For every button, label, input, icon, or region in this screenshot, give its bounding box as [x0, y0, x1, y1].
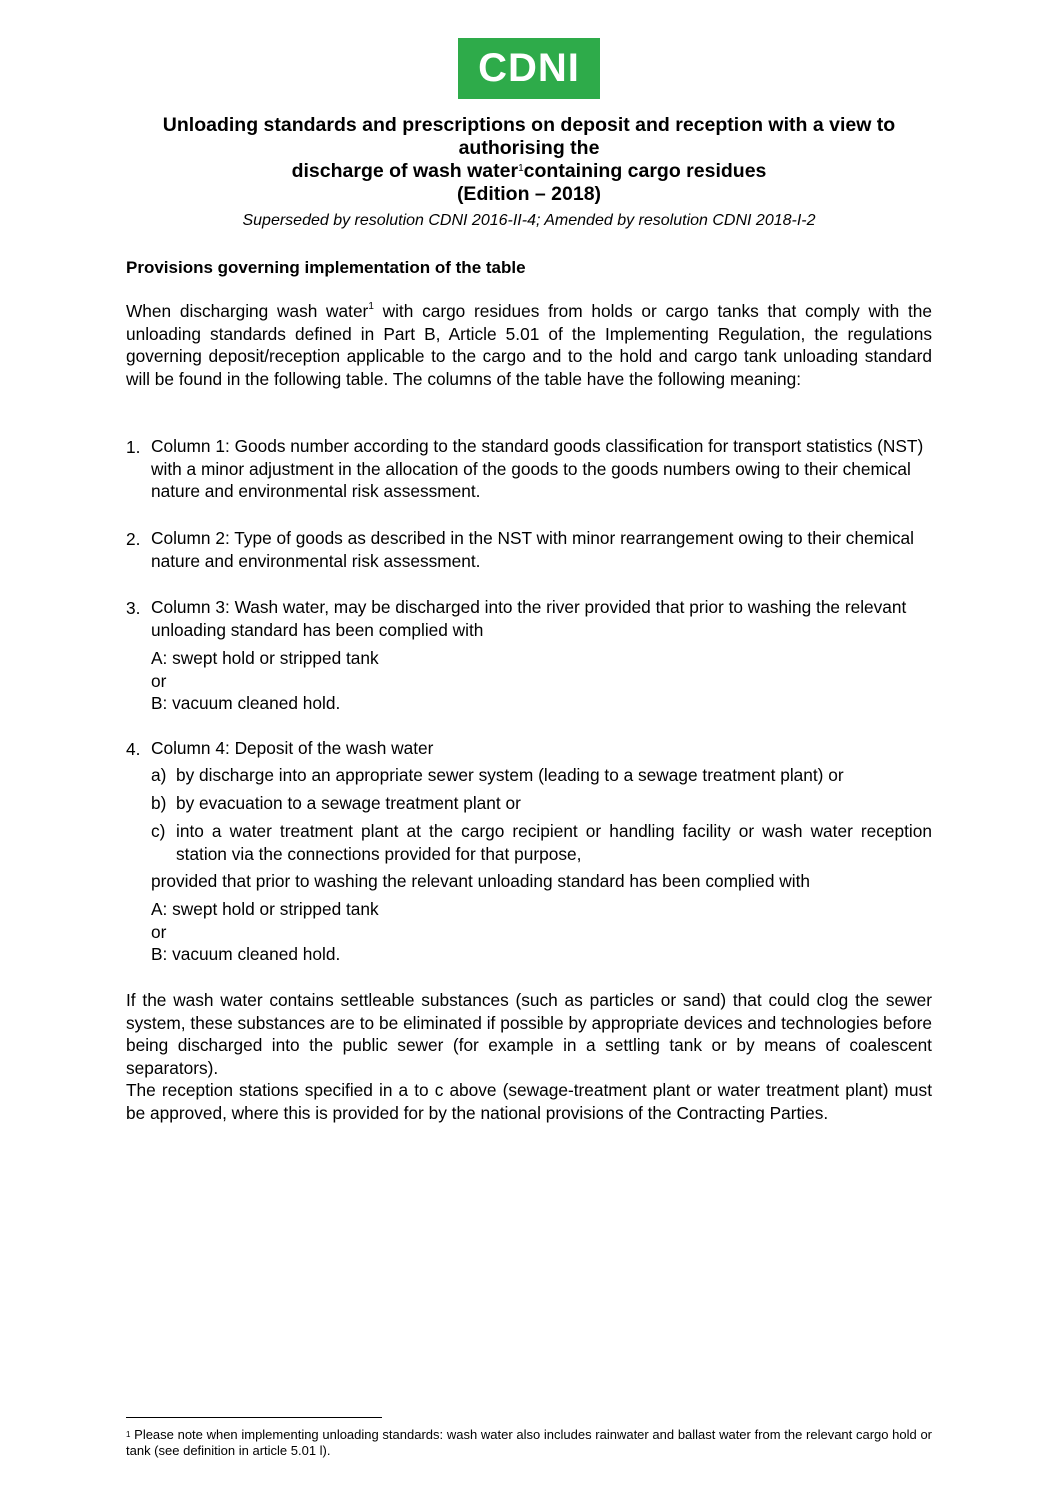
item-3-number: 3.	[126, 598, 141, 618]
item-4-sub-c	[151, 820, 932, 865]
section-heading: Provisions governing implementation of the table	[126, 258, 526, 277]
sub-c-text: into a water treatment plant at the cargo recipient or handling facility or wash water reception station via the connections provided for that purpose,	[176, 821, 932, 864]
title-line-3	[100, 160, 958, 183]
footnote-divider	[126, 1417, 382, 1418]
item-3-option-b: B: vacuum cleaned hold.	[151, 693, 341, 713]
sub-b-label: b)	[151, 793, 167, 813]
title-footnote-mark: 1	[518, 163, 524, 174]
item-4-provided: provided that prior to washing the relevant unloading standard has been complied with	[151, 871, 811, 891]
title-line-3a: discharge of wash water	[291, 160, 519, 182]
sub-b-text: by evacuation to a sewage treatment plant or	[176, 793, 521, 813]
sub-a-label: a)	[151, 765, 167, 785]
cdni-logo	[458, 38, 600, 99]
logo-text: CDNI	[478, 46, 580, 90]
sub-a-text: by discharge into an appropriate sewer system (leading to a sewage treatment plant) or	[176, 765, 844, 785]
intro-text-a: When discharging wash water	[126, 301, 369, 321]
item-4-option-or: or	[151, 922, 167, 942]
subtitle: Superseded by resolution CDNI 2016-II-4; Amended by resolution CDNI 2018-I-2	[242, 212, 816, 229]
footnote-text: Please note when implementing unloading standards: wash water also includes rainwater and ballast water from the relevant cargo hold or tank (see definition in article 5.01 l).	[126, 1427, 932, 1458]
intro-text-b: with cargo residues from holds or cargo tanks that comply with the unloading standards defined in Part B, Article 5.01 of the Implementing Regulation, the regulations governing deposit/reception applicable to the cargo and to the hold and cargo tank unloading standard will be found in the following table. The columns of the table have the following meaning:	[126, 301, 932, 389]
item-2-text: Column 2: Type of goods as described in the NST with minor rearrangement owing to their chemical nature and environmental risk assessment.	[151, 528, 914, 571]
footnote	[126, 1427, 932, 1459]
item-4-option-b: B: vacuum cleaned hold.	[151, 944, 341, 964]
item-3-text: Column 3: Wash water, may be discharged into the river provided that prior to washing the relevant unloading standard has been complied with	[151, 597, 907, 640]
closing-paragraph-1: If the wash water contains settleable substances (such as particles or sand) that could clog the sewer system, these substances are to be eliminated if possible by appropriate devices and technologies before being discharged into the public sewer (for example in a settling tank or by means of coalescent separators).	[126, 990, 932, 1078]
sub-c-label: c)	[151, 821, 166, 841]
item-3-option-or: or	[151, 671, 167, 691]
title-line-2: authorising the	[458, 137, 600, 159]
item-4-number: 4.	[126, 739, 141, 759]
item-1-number: 1.	[126, 437, 141, 457]
title-line-1: Unloading standards and prescriptions on deposit and reception with a view to	[162, 114, 896, 136]
item-1-text: Column 1: Goods number according to the standard goods classification for transport statistics (NST) with a minor adjustment in the allocation of the goods to the goods numbers owing to their chemical nature and environmental risk assessment.	[151, 436, 924, 501]
title-line-3b: containing cargo residues	[523, 160, 767, 182]
intro-paragraph	[126, 300, 932, 390]
item-4-option-a: A: swept hold or stripped tank	[151, 899, 379, 919]
item-4-text: Column 4: Deposit of the wash water	[151, 738, 434, 758]
item-2-number: 2.	[126, 529, 141, 549]
document-title	[100, 114, 958, 206]
item-3-option-a: A: swept hold or stripped tank	[151, 648, 379, 668]
title-edition: (Edition – 2018)	[456, 183, 602, 205]
closing-paragraph-2: The reception stations specified in a to c above (sewage-treatment plant or water treatment plant) must be approved, where this is provided for by the national provisions of the Contracting Parties.	[126, 1080, 932, 1123]
intro-footnote-mark: 1	[368, 301, 374, 312]
footnote-mark: 1	[126, 1430, 131, 1439]
item-4-sub-a	[151, 764, 932, 787]
item-4-sub-b	[151, 792, 932, 815]
